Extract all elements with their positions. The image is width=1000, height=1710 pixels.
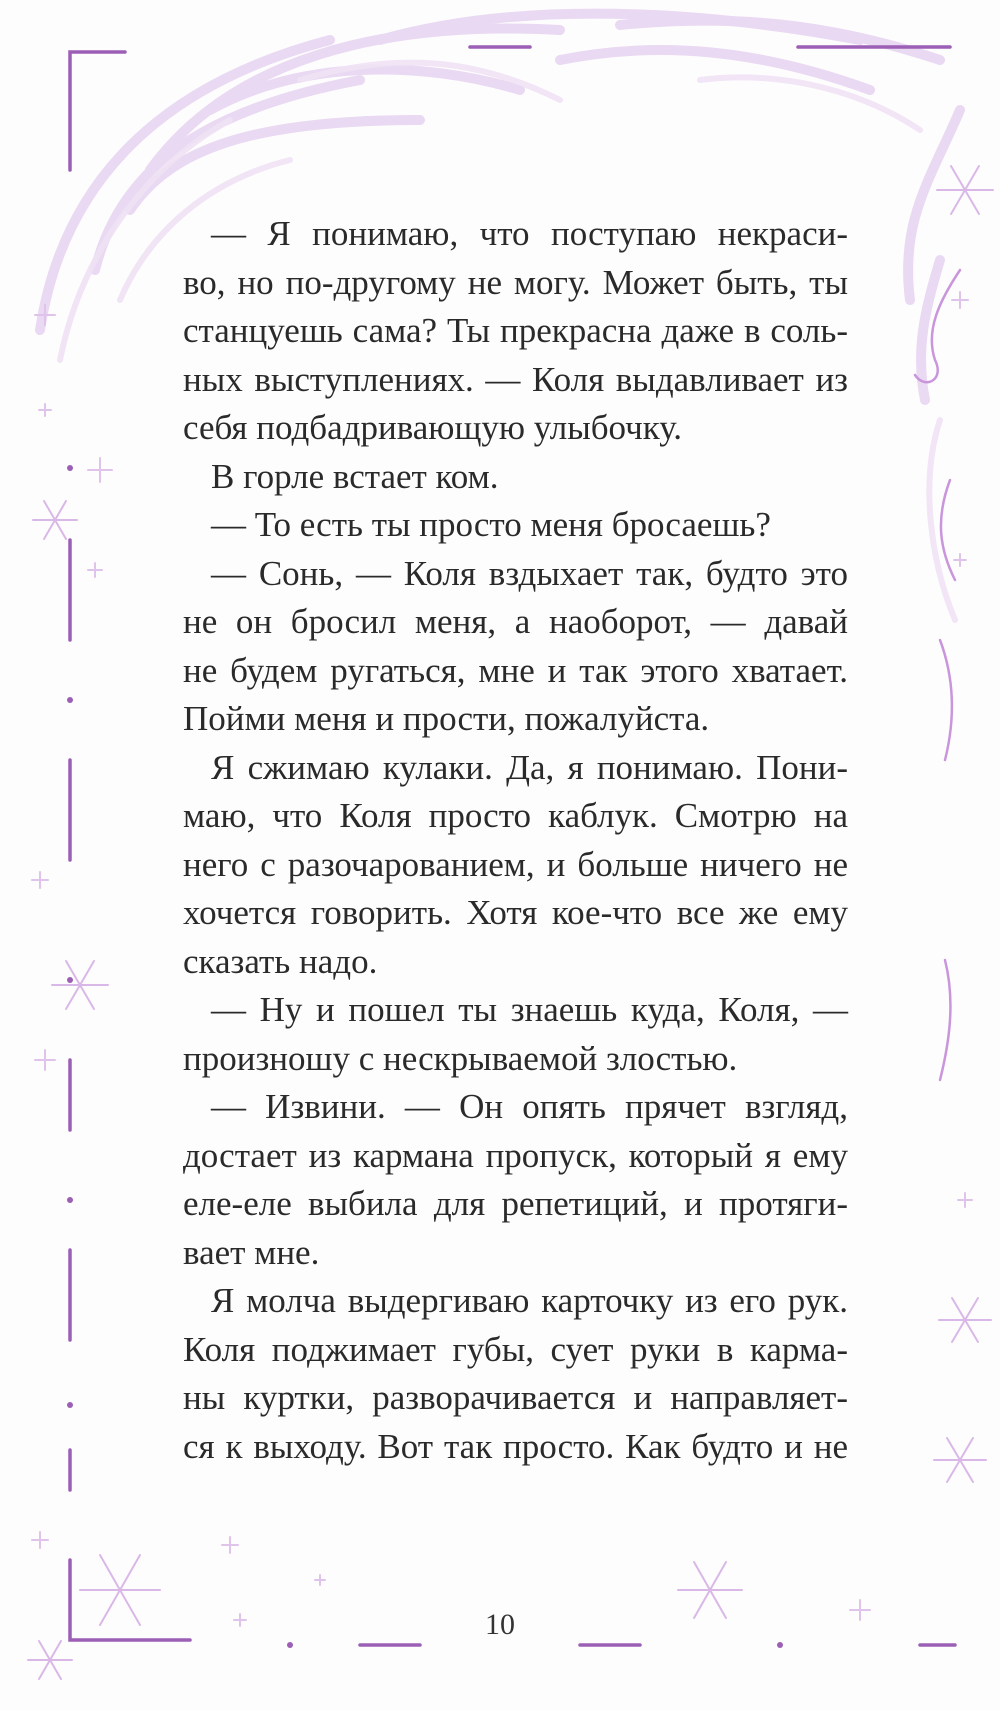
book-text <box>183 210 848 1471</box>
text-line: произношу с нескрываемой злостью. <box>183 1038 738 1078</box>
text-line: — Сонь, — Коля вздыхает так, будто это <box>211 553 848 593</box>
text-line: В горле встает ком. <box>211 456 499 496</box>
page-number: 10 <box>485 1608 515 1641</box>
text-line: Я молча выдергиваю карточку из его рук. <box>211 1281 848 1320</box>
text-line: не он бросил меня, а наоборот, — давай <box>183 602 848 641</box>
text-line: не будем ругаться, мне и так этого хватает. <box>183 650 848 690</box>
text-line: Коля поджимает губы, сует руки в карма- <box>183 1329 848 1369</box>
text-line: маю, что Коля просто каблук. Смотрю на <box>183 796 848 835</box>
text-line: еле-еле выбила для репетиций, и протяги- <box>183 1184 848 1223</box>
text-line: Я сжимаю кулаки. Да, я понимаю. Пони- <box>211 747 848 787</box>
text-line: него с разочарованием, и больше ничего не <box>183 844 848 884</box>
text-line: — То есть ты просто меня бросаешь? <box>211 505 771 544</box>
text-line: сказать надо. <box>183 941 378 981</box>
text-line: достает из кармана пропуск, который я ему <box>183 1135 848 1175</box>
text-line: себя подбадривающую улыбочку. <box>183 408 682 447</box>
text-line: ся к выходу. Вот так просто. Как будто и не <box>183 1426 848 1466</box>
text-line: вает мне. <box>183 1232 320 1272</box>
text-line: — Извини. — Он опять прячет взгляд, <box>211 1087 848 1126</box>
text-line: Пойми меня и прости, пожалуйста. <box>183 699 710 738</box>
text-line: — Ну и пошел ты знаешь куда, Коля, — <box>211 990 848 1029</box>
text-line: ны куртки, разворачивается и направляет- <box>183 1378 848 1417</box>
text-line: станцуешь сама? Ты прекрасна даже в соль- <box>183 311 848 350</box>
text-line: — Я понимаю, что поступаю некраси- <box>211 214 848 253</box>
text-line: хочется говорить. Хотя кое-что все же ему <box>183 893 848 932</box>
text-line: во, но по-другому не могу. Может быть, ты <box>183 262 848 302</box>
text-line: ных выступлениях. — Коля выдавливает из <box>183 359 848 399</box>
